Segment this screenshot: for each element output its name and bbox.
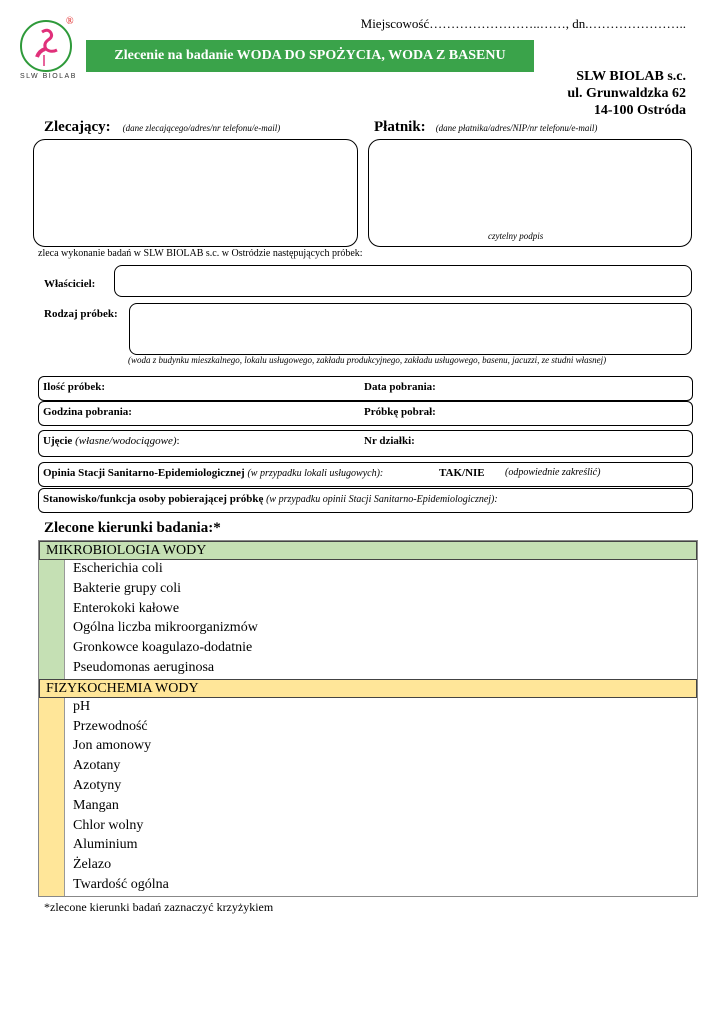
row-opinion[interactable] [38,462,693,487]
test-label: Mangan [73,797,119,813]
sample-type-label: Rodzaj próbek: [44,308,118,320]
test-label: Escherichia coli [73,561,163,576]
test-row [39,797,697,817]
owner-label: Właściciel: [44,278,96,290]
test-label: Chlor wolny [73,817,144,833]
test-label: Jon amonowy [73,738,152,754]
test-checkbox[interactable] [39,659,65,679]
test-label: Azotany [73,758,121,774]
row-time-sampler[interactable] [38,401,693,426]
test-checkbox[interactable] [39,600,65,620]
test-checkbox[interactable] [39,718,65,738]
company-address [567,68,686,119]
test-row [39,560,697,580]
test-row [39,757,697,777]
test-label: Azotyny [73,777,122,793]
test-label: pH [73,698,91,714]
date-label: Data pobrania: [364,381,436,393]
test-label: Przewodność [73,718,148,734]
intake-hint: (własne/wodociągowe) [75,435,177,447]
flamingo-icon [22,22,70,70]
chem-header: FIZYKOCHEMIA WODY [39,679,697,698]
test-row [39,659,697,679]
test-label: Enterokoki kałowe [73,600,180,616]
test-row [39,836,697,856]
order-text: zleca wykonanie badań w SLW BIOLAB s.c. w Ostródzie następujących próbek: [38,248,363,259]
test-checkbox[interactable] [39,777,65,797]
payer-hint: (dane płatnika/adres/NIP/nr telefonu/e-mail) [435,123,598,133]
chem-rows [39,698,697,896]
test-row [39,876,697,896]
test-label: Bakterie grupy coli [73,580,182,596]
sample-type-field[interactable] [129,303,692,355]
test-label: Żelazo [73,857,112,873]
payer-label: Płatnik: [374,119,426,135]
position-hint: (w przypadku opinii Stacji Sanitarno-Epidemiologicznej): [266,494,498,505]
position-label: Stanowisko/funkcja osoby pobierającej próbkę [43,493,264,505]
test-label: Gronkowce koagulazo-dodatnie [73,640,253,656]
place-date-field[interactable]: Miejscowość……………………..……, dn.………………….. [360,16,686,31]
plot-label: Nr działki: [364,435,415,447]
test-checkbox[interactable] [39,856,65,876]
test-checkbox[interactable] [39,698,65,718]
test-checkbox[interactable] [39,876,65,896]
client-hint: (dane zlecającego/adres/nr telefonu/e-mail) [122,123,281,133]
test-checkbox[interactable] [39,757,65,777]
test-row [39,619,697,639]
test-label: Pseudomonas aeruginosa [73,659,215,675]
test-row [39,737,697,757]
test-label: Ogólna liczba mikroorganizmów [73,620,258,636]
test-checkbox[interactable] [39,560,65,580]
company-name: SLW BIOLAB s.c. [576,69,686,84]
test-row [39,777,697,797]
form-title: Zlecenie na badanie WODA DO SPOŻYCIA, WODA Z BASENU [86,40,534,72]
test-row [39,817,697,837]
signature-hint: czytelny podpis [488,231,544,241]
test-row [39,856,697,876]
test-row [39,580,697,600]
sampler-label: Próbkę pobrał: [364,406,436,418]
count-label: Ilość próbek: [43,381,106,393]
company-street: ul. Grunwaldzka 62 [567,86,686,101]
test-row [39,718,697,738]
tests-table [38,540,698,897]
test-checkbox[interactable] [39,817,65,837]
test-checkbox[interactable] [39,836,65,856]
client-box[interactable] [33,139,358,247]
row-position[interactable] [38,488,693,513]
company-city: 14-100 Ostróda [593,103,686,118]
yes-no-hint: (odpowiednie zakreślić) [505,467,601,478]
client-label: Zlecający: [44,119,111,135]
opinion-group [43,467,383,479]
intake-group [43,435,180,447]
owner-field[interactable] [114,265,692,297]
time-label: Godzina pobrania: [43,406,132,418]
micro-header: MIKROBIOLOGIA WODY [39,541,697,560]
logo [20,20,72,72]
test-checkbox[interactable] [39,619,65,639]
test-row [39,639,697,659]
micro-rows [39,560,697,679]
test-checkbox[interactable] [39,737,65,757]
footnote: *zlecone kierunki badań zaznaczyć krzyżykiem [44,900,274,914]
intake-colon: : [176,435,180,447]
row-count-date[interactable] [38,376,693,401]
position-group [43,493,498,505]
test-row [39,698,697,718]
logo-text: SLW BIOLAB [20,73,77,80]
test-label: Aluminium [73,837,138,853]
opinion-hint: (w przypadku lokali usługowych): [247,468,384,479]
sample-type-hint: (woda z budynku mieszkalnego, lokalu usługowego, zakładu produkcyjnego, zakładu usługowego, basenu, jacuzzi, ze studni własnej) [128,355,607,365]
test-checkbox[interactable] [39,639,65,659]
intake-label: Ujęcie [43,435,73,447]
tests-title: Zlecone kierunki badania:* [44,520,221,536]
registered-mark: ® [66,16,74,27]
yes-no-option[interactable]: TAK/NIE [439,467,485,479]
test-row [39,600,697,620]
test-checkbox[interactable] [39,797,65,817]
row-intake-plot[interactable] [38,430,693,457]
test-label: Twardość ogólna [73,876,169,892]
opinion-label: Opinia Stacji Sanitarno-Epidemiologicznej [43,467,245,479]
test-checkbox[interactable] [39,580,65,600]
